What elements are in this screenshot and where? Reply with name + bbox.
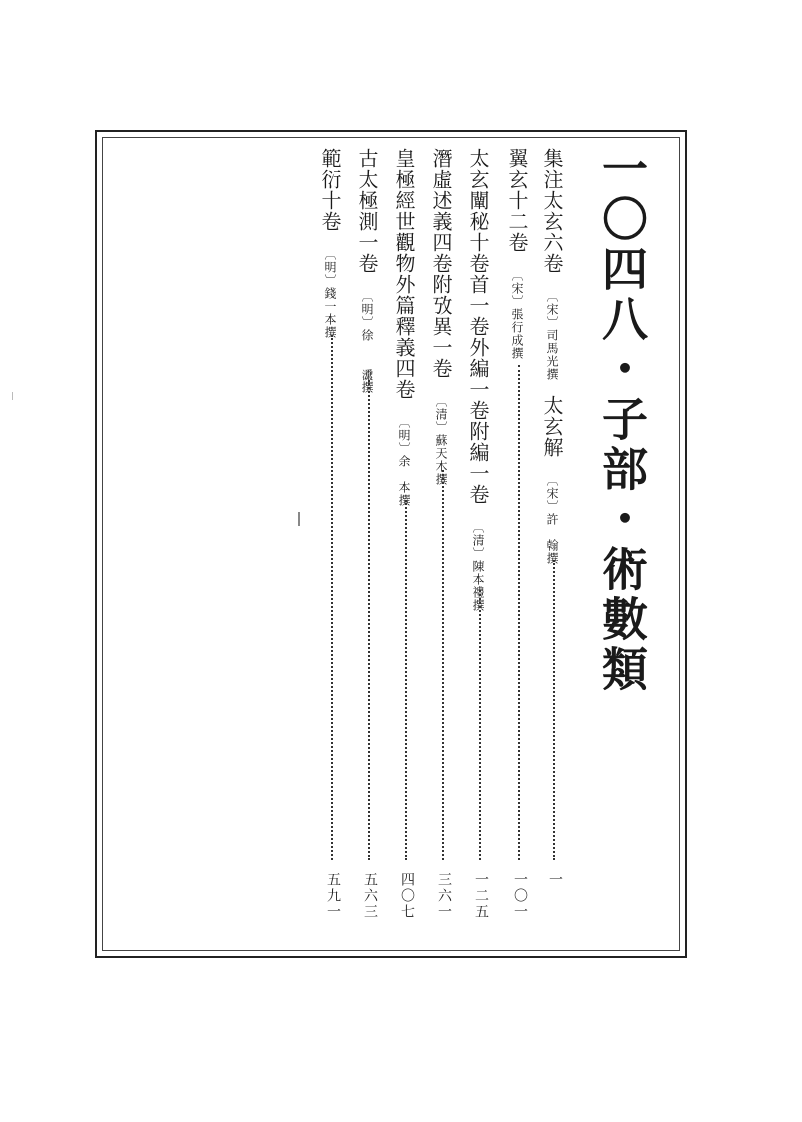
entry-title: 古太極測一卷: [355, 148, 379, 274]
dot-leader: [479, 590, 481, 860]
entry-author: 〔明〕余 本撰: [397, 416, 411, 507]
entry-page-number: 五九一: [325, 872, 341, 920]
toc-entry[interactable]: [353, 148, 382, 394]
entry-author: 〔明〕錢一本撰: [323, 248, 337, 339]
dot-leader: [442, 470, 444, 860]
dot-leader: [518, 365, 520, 860]
entry-author: 〔清〕陳本禮撰: [471, 521, 485, 612]
toc-entry[interactable]: [390, 148, 419, 507]
entry-author: 〔清〕蘇天木撰: [434, 395, 448, 486]
toc-entry[interactable]: [503, 148, 532, 360]
entry-title: 集注太玄六卷: [540, 148, 564, 274]
entry-title: 翼玄十二卷: [505, 148, 529, 253]
entry-page-number: 五六三: [362, 872, 378, 920]
entry-page-number: 一: [547, 872, 563, 888]
entry-author: 〔明〕徐 𤄪撰: [360, 290, 374, 394]
entry-page-number: 四〇七: [399, 872, 415, 920]
toc-entry[interactable]: [316, 148, 345, 339]
entry-title: 皇極經世觀物外篇釋義四卷: [392, 148, 416, 400]
dot-leader: [553, 560, 555, 860]
entry-page-number: 一二五: [473, 872, 489, 920]
entry-title: 潛虛述義四卷附攷異一卷: [429, 148, 453, 379]
entry-page-number: 一〇一: [512, 872, 528, 920]
entry-sub-author: 〔宋〕許 翰撰: [545, 474, 559, 565]
section-heading: 一〇四八・子部・術數類: [595, 145, 649, 695]
scan-mark: [12, 392, 13, 400]
entry-author: 〔宋〕張行成撰: [510, 269, 524, 360]
toc-entry[interactable]: [538, 148, 567, 565]
toc-entry[interactable]: [464, 148, 493, 612]
scan-mark: [298, 512, 300, 526]
dot-leader: [405, 500, 407, 860]
dot-leader: [331, 335, 333, 860]
entry-subtitle: 太玄解: [540, 395, 564, 458]
dot-leader: [368, 380, 370, 860]
entry-title: 太玄闡秘十卷首一卷外編一卷附編一卷: [466, 148, 490, 505]
toc-entry[interactable]: [427, 148, 456, 486]
entry-author: 〔宋〕司馬光撰: [545, 290, 559, 381]
entry-page-number: 三六一: [436, 872, 452, 920]
entry-title: 範衍十卷: [318, 148, 342, 232]
